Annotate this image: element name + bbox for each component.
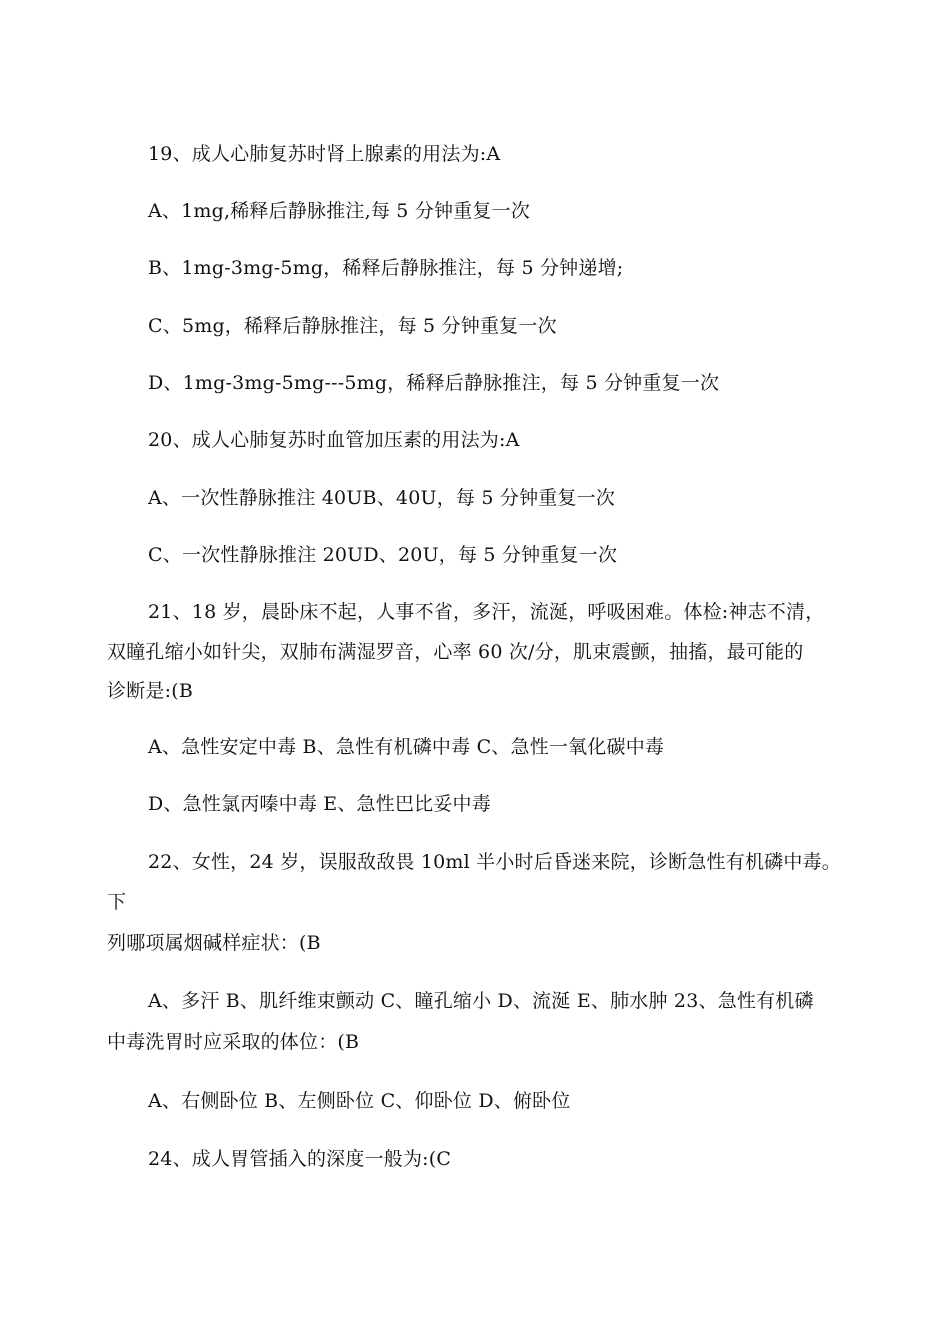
question-22-options-line-1: A、多汗 B、肌纤维束颤动 C、瞳孔缩小 D、流涎 E、肺水肿 23、急性有机磷 [148, 990, 814, 1012]
question-19-option-c: C、5mg，稀释后静脉推注，每 5 分钟重复一次 [148, 315, 557, 337]
question-22-stem-line-3: 列哪项属烟碱样症状：(B [107, 932, 321, 954]
question-21-stem-line-3: 诊断是:(B [107, 680, 193, 702]
question-19-option-d: D、1mg-3mg-5mg---5mg，稀释后静脉推注，每 5 分钟重复一次 [148, 372, 720, 394]
question-22-stem-line-2: 下 [107, 891, 127, 913]
question-23-stem: 中毒洗胃时应采取的体位：(B [107, 1031, 360, 1053]
question-19-option-a: A、1mg,稀释后静脉推注,每 5 分钟重复一次 [148, 200, 531, 222]
question-20-options-a-b: A、一次性静脉推注 40UB、40U，每 5 分钟重复一次 [148, 487, 616, 509]
question-20-options-c-d: C、一次性静脉推注 20UD、20U，每 5 分钟重复一次 [148, 544, 618, 566]
question-19-option-b: B、1mg-3mg-5mg，稀释后静脉推注，每 5 分钟递增; [148, 257, 624, 279]
question-21-stem-line-1: 21、18 岁，晨卧床不起，人事不省，多汗，流涎，呼吸困难。体检:神志不清， [148, 601, 825, 623]
question-20-stem: 20、成人心肺复苏时血管加压素的用法为:A [148, 429, 520, 451]
question-21-stem-line-2: 双瞳孔缩小如针尖，双肺布满湿罗音，心率 60 次/分，肌束震颤，抽搐，最可能的 [107, 641, 804, 663]
question-21-options-a-c: A、急性安定中毒 B、急性有机磷中毒 C、急性一氧化碳中毒 [148, 736, 665, 758]
question-21-options-d-e: D、急性氯丙嗪中毒 E、急性巴比妥中毒 [148, 793, 491, 815]
question-22-stem-line-1: 22、女性，24 岁，误服敌敌畏 10ml 半小时后昏迷来院，诊断急性有机磷中毒。 [148, 851, 841, 873]
question-23-options: A、右侧卧位 B、左侧卧位 C、仰卧位 D、俯卧位 [148, 1090, 571, 1112]
question-19-stem: 19、成人心肺复苏时肾上腺素的用法为:A [148, 143, 501, 165]
question-24-stem: 24、成人胃管插入的深度一般为:(C [148, 1148, 452, 1170]
